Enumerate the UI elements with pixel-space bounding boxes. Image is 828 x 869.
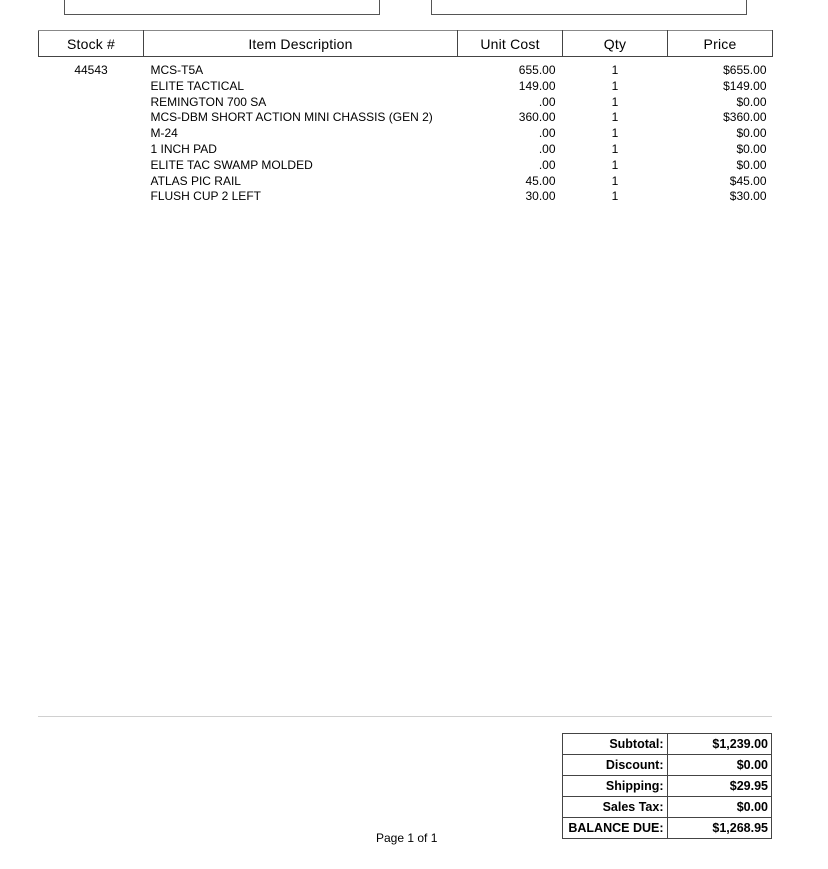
subtotal-value: $1,239.00 [667,734,772,755]
cell-stock [39,110,144,126]
cell-price: $0.00 [736,141,767,156]
shipping-value: $29.95 [667,776,772,797]
table-row [39,126,773,142]
cell-description: FLUSH CUP 2 LEFT [150,189,261,204]
discount-label: Discount: [563,755,668,776]
cell-price: $30.00 [729,189,767,204]
line-items-table [38,30,773,205]
cell-stock [39,174,144,190]
cell-stock [39,126,144,142]
cell-unit-cost: .00 [538,157,556,172]
table-row [39,95,773,111]
cell-stock: 44543 [74,63,108,77]
footer-divider [38,716,772,717]
ship-to-box [431,0,747,15]
table-row [39,174,773,190]
header-qty: Qty [563,31,668,57]
cell-unit-cost: .00 [538,94,556,109]
cell-qty: 1 [611,189,619,204]
cell-stock [39,158,144,174]
cell-qty: 1 [611,126,619,141]
cell-description: M-24 [150,126,178,141]
totals-row-discount [563,755,772,776]
table-header-row [39,31,773,57]
cell-price: $0.00 [736,157,767,172]
cell-stock [39,79,144,95]
cell-price: $655.00 [723,63,767,77]
cell-qty: 1 [611,173,619,188]
table-row [39,158,773,174]
header-description: Item Description [144,31,458,57]
cell-qty: 1 [611,94,619,109]
header-stock: Stock # [39,31,144,57]
cell-stock [39,142,144,158]
discount-value: $0.00 [667,755,772,776]
cell-unit-cost: .00 [538,141,556,156]
table-row [39,110,773,126]
cell-description: ELITE TAC SWAMP MOLDED [150,157,313,172]
cell-price: $45.00 [729,173,767,188]
cell-price: $0.00 [736,126,767,141]
totals-row-sales-tax [563,797,772,818]
cell-price: $0.00 [736,94,767,109]
page-number: Page 1 of 1 [376,831,438,845]
table-row [39,189,773,205]
cell-unit-cost: 30.00 [525,189,556,204]
cell-description: ATLAS PIC RAIL [150,173,241,188]
sales-tax-value: $0.00 [667,797,772,818]
header-unit-cost: Unit Cost [458,31,563,57]
balance-due-label: BALANCE DUE: [563,818,668,839]
cell-unit-cost: 655.00 [518,63,556,77]
bill-to-box [64,0,380,15]
cell-qty: 1 [611,141,619,156]
cell-description: MCS-T5A [150,63,204,77]
totals-row-subtotal [563,734,772,755]
cell-price: $360.00 [723,110,767,125]
cell-price: $149.00 [723,78,767,93]
totals-row-shipping [563,776,772,797]
cell-description: MCS-DBM SHORT ACTION MINI CHASSIS (GEN 2) [150,110,433,125]
cell-description: ELITE TACTICAL [150,78,245,93]
sales-tax-label: Sales Tax: [563,797,668,818]
balance-due-value: $1,268.95 [667,818,772,839]
subtotal-label: Subtotal: [563,734,668,755]
cell-unit-cost: 149.00 [518,78,556,93]
totals-row-balance [563,818,772,839]
table-row [39,142,773,158]
cell-stock [39,189,144,205]
table-row [39,57,773,79]
cell-qty: 1 [611,63,619,77]
cell-description: 1 INCH PAD [150,141,217,156]
cell-qty: 1 [611,78,619,93]
cell-description: REMINGTON 700 SA [150,94,267,109]
cell-qty: 1 [611,110,619,125]
cell-unit-cost: 360.00 [518,110,556,125]
cell-unit-cost: .00 [538,126,556,141]
cell-unit-cost: 45.00 [525,173,556,188]
cell-qty: 1 [611,157,619,172]
shipping-label: Shipping: [563,776,668,797]
table-row [39,79,773,95]
totals-table [562,733,772,839]
header-price: Price [668,31,773,57]
cell-stock [39,95,144,111]
